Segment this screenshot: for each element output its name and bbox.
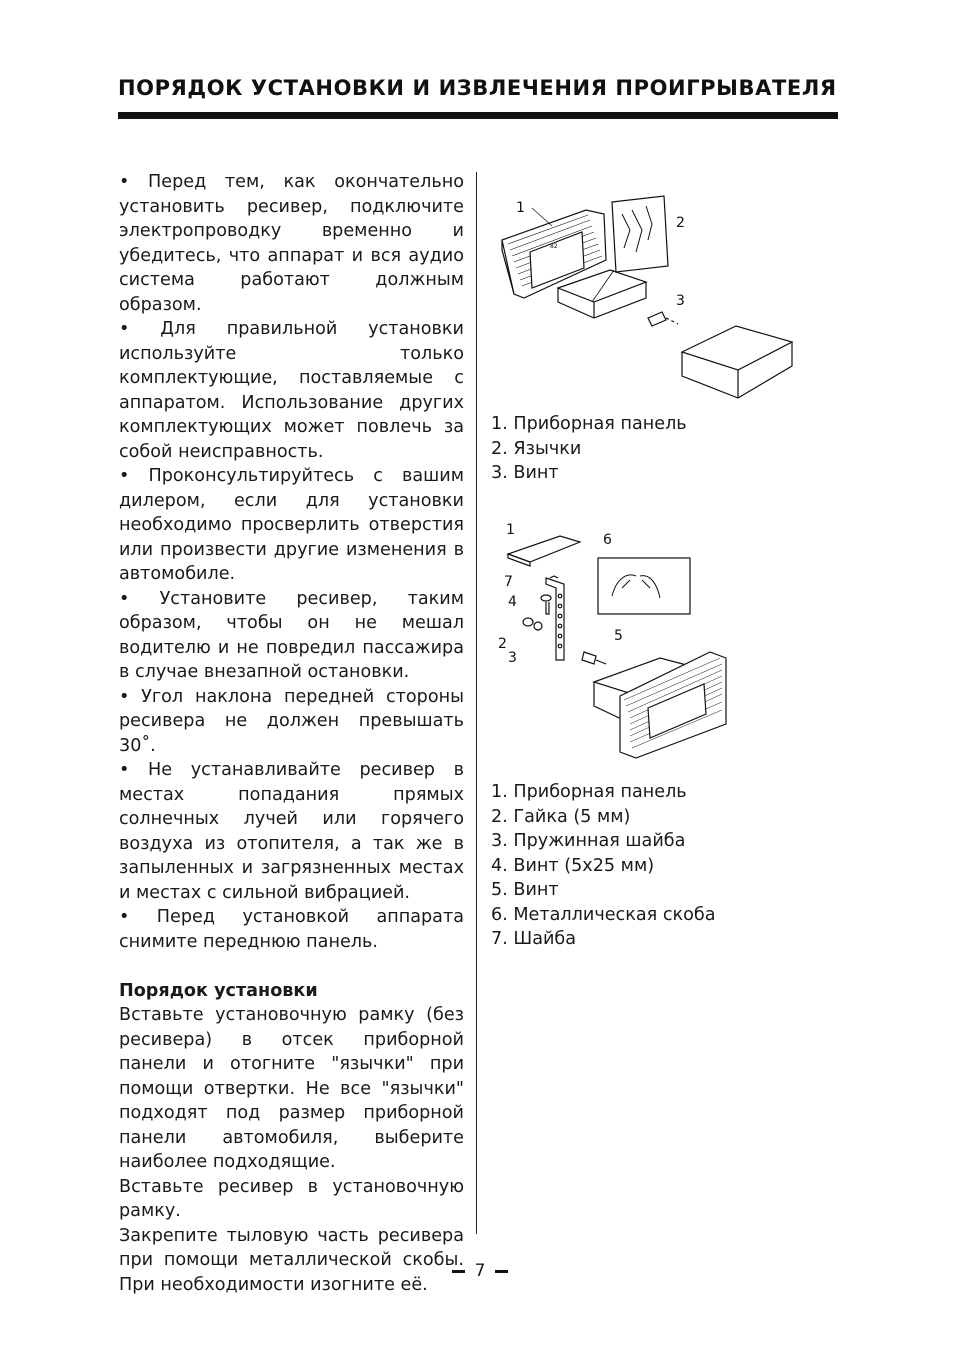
callout-2: 2 [676,215,685,231]
legend-item: 5. Винт [491,880,559,900]
legend-item: 1. Приборная панель [491,414,687,434]
page-number: 7 [474,1261,486,1281]
bullet-5: • Угол наклона передней стороны ресивера не должен превышать 30˚. [119,686,464,756]
callout-2: 2 [498,636,507,652]
legend-item: 7. Шайба [491,929,577,949]
figure-sleeve-installation [496,190,800,406]
legend-item: 2. Язычки [491,438,582,459]
install-paragraph-3: Закрепите тыловую часть ресивера при помощи металлической скобы. При необходимости изогните её. [119,1225,464,1295]
figure-strap-mounting [490,518,730,766]
page-number-footer [440,1259,520,1283]
callout-1: 1 [506,522,515,538]
install-heading: Порядок установки [119,980,318,1001]
figure2-legend [491,780,716,952]
bullet-7: • Перед установкой аппарата снимите переднюю панель. [119,907,464,952]
title-underline [118,112,838,119]
callout-5: 5 [614,628,623,644]
bullet-2: • Для правильной установки используйте только комплектующие, поставляемые с аппаратом. Использование других комплектующих может повлечь за собой неисправность. [119,319,464,462]
callout-4: 4 [508,594,517,610]
spacer [119,954,464,979]
legend-item: 6. Металлическая скоба [491,904,716,925]
bullet-6: • Не устанавливайте ресивер в местах попадания прямых солнечных лучей или горячего воздуха из отопителя, а так же в запыленных и загрязненных местах и местах с сильной вибрацией. [119,760,464,903]
bullet-4: • Установите ресивер, таким образом, чтобы он не мешал водителю и не повредил пассажира в случае внезапной остановки. [119,588,464,682]
screw-drawing [648,312,678,326]
dashboard-panel-drawing [508,536,580,566]
install-paragraph-1: Вставьте установочную рамку (без ресивера) в отсек приборной панели и отогните "язычки" при помощи отвертки. Не все "язычки" подходят под размер приборной панели автомобиля, выберите наиболее подходящие. [119,1005,464,1172]
panel-marking: 82 [550,243,558,250]
callout-3: 3 [676,293,685,309]
install-paragraph-2: Вставьте ресивер в установочную рамку. [119,1176,464,1221]
callout-3: 3 [508,650,517,666]
receiver-box-drawing [682,326,792,398]
bullet-3: • Проконсультируйтесь с вашим дилером, если для установки необходимо просверлить отверстия или произвести другие изменения в автомобиле. [119,466,464,584]
bullet-1: • Перед тем, как окончательно установить ресивер, подключите электропроводку временно и убедитесь, что аппарат и вся аудио система работают должным образом. [119,172,464,315]
legend-item: 2. Гайка (5 мм) [491,806,631,827]
page-title: ПОРЯДОК УСТАНОВКИ И ИЗВЛЕЧЕНИЯ ПРОИГРЫВАТЕЛЯ [118,76,837,100]
hand-detail-inset [598,558,690,614]
legend-item: 3. Винт [491,463,559,483]
left-column [119,170,464,1297]
callout-6: 6 [603,532,612,548]
callout-7: 7 [504,574,513,590]
receiver-in-frame-drawing [594,652,726,758]
figure1-legend [491,412,687,486]
column-divider [476,172,477,1234]
legend-item: 3. Пружинная шайба [491,831,686,851]
metal-strap-drawing [546,576,564,660]
callout-line-1 [532,208,552,226]
callout-1: 1 [516,200,525,216]
page-dash-left [452,1270,465,1273]
legend-item: 4. Винт (5x25 мм) [491,855,655,876]
legend-item: 1. Приборная панель [491,782,687,802]
sleeve-drawing [558,270,646,318]
page-dash-right [495,1270,508,1273]
